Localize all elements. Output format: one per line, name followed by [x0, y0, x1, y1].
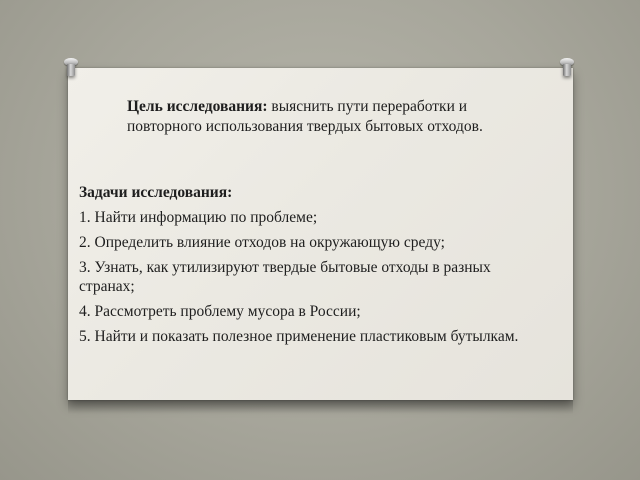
research-goal-text: выяснить пути переработки и повторного использования твердых бытовых отходов.: [127, 98, 483, 135]
task-item-1: 1. Найти информацию по проблеме;: [79, 209, 318, 226]
task-item-2: 2. Определить влияние отходов на окружающую среду;: [79, 234, 445, 251]
task-item-5: 5. Найти и показать полезное применение пластиковым бутылкам.: [79, 328, 519, 345]
pin-icon-left: [64, 58, 78, 78]
research-tasks-list: [79, 208, 549, 346]
task-item-3: 3. Узнать, как утилизируют твердые бытовые отходы в разных странах;: [79, 259, 491, 295]
research-tasks: [79, 183, 549, 352]
task-item-4: 4. Рассмотреть проблему мусора в России;: [79, 303, 361, 320]
research-goal-heading: Цель исследования:: [127, 98, 268, 115]
research-goal: [127, 97, 537, 137]
research-tasks-heading: Задачи исследования:: [79, 184, 233, 201]
pin-icon-right: [560, 58, 574, 78]
